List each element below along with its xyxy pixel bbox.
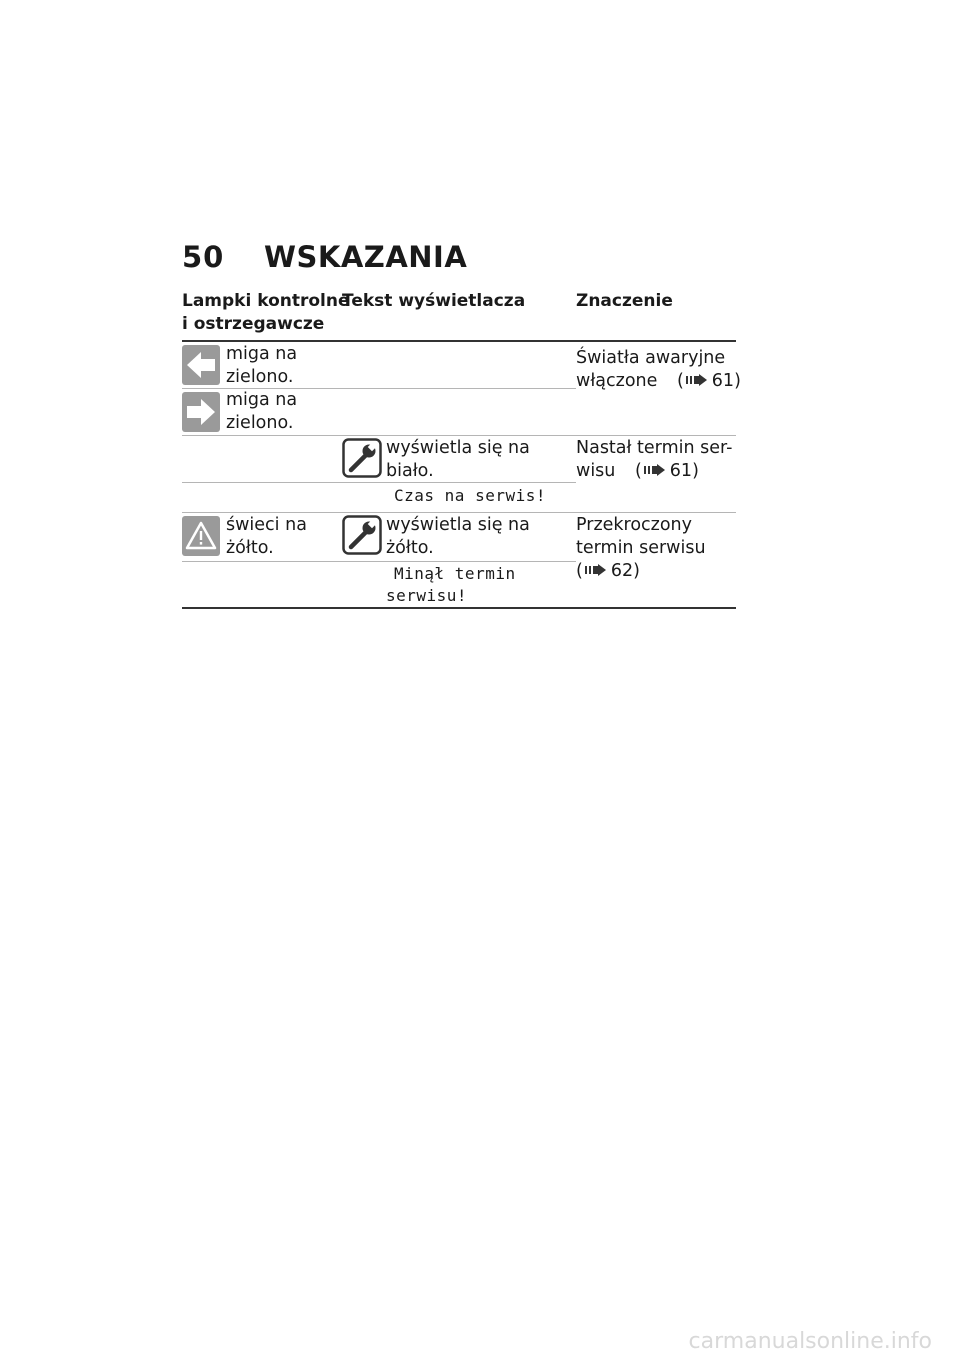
arrow-left-icon: [182, 345, 220, 389]
column-header-lamps-line2: i ostrzegawcze: [182, 314, 325, 334]
watermark: carmanualsonline.info: [688, 1329, 932, 1354]
column-header-lamps: [182, 290, 350, 336]
page-reference-link[interactable]: 62): [610, 561, 640, 581]
row3-display-message: Minął termin serwisu!: [386, 564, 516, 605]
header-divider: [182, 340, 736, 342]
section-title: WSKAZANIA: [264, 240, 468, 274]
row2-meaning: Nastał termin ser- wisu ( 61): [576, 438, 733, 481]
row2-subdivider: [182, 482, 576, 483]
row1-meaning: Światła awaryjne włączone ( 61): [576, 348, 741, 391]
page-reference-arrow-icon: [585, 564, 607, 576]
column-header-meaning: Znaczenie: [576, 291, 673, 311]
row3-subdivider: [182, 561, 576, 562]
page-number: 50: [182, 240, 225, 274]
row1-lamp2-text: miga na zielono.: [226, 390, 298, 433]
page-reference-link[interactable]: 61): [669, 461, 699, 481]
row2-divider: [182, 512, 736, 513]
column-header-lamps-line1: Lampki kontrolne: [182, 291, 350, 311]
arrow-right-icon: [182, 392, 220, 436]
page-reference-link[interactable]: 61): [711, 371, 741, 391]
warning-triangle-icon: [182, 516, 220, 560]
page-reference-arrow-icon: [686, 374, 708, 386]
row1-lamp1-text: miga na zielono.: [226, 344, 298, 387]
table-bottom-rule: [182, 607, 736, 609]
row3-meaning: Przekroczony termin serwisu ( 62): [576, 515, 706, 581]
row1-divider: [182, 435, 736, 436]
wrench-icon: [342, 515, 382, 559]
column-header-display: Tekst wyświetlacza: [342, 291, 526, 311]
row3-display-text: wyświetla się na żółto.: [386, 515, 530, 558]
row3-lamp-text: świeci na żółto.: [226, 515, 307, 558]
row2-display-text: wyświetla się na biało.: [386, 438, 530, 481]
row2-display-message: Czas na serwis!: [394, 486, 546, 505]
page-reference-arrow-icon: [644, 464, 666, 476]
wrench-icon: [342, 438, 382, 482]
